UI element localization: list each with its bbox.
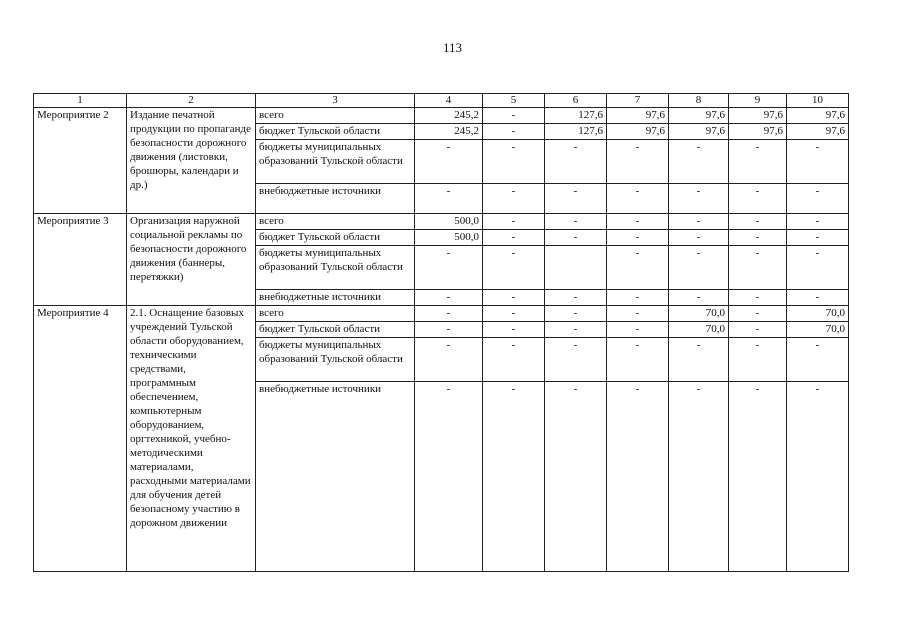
activity-name: Мероприятие 4: [34, 306, 127, 572]
value-cell: -: [607, 338, 669, 382]
activity-description: Организация наружной социальной рекламы по безопасности дорожного движения (баннеры, перетяжки): [127, 214, 256, 306]
value-cell: -: [787, 246, 849, 290]
value-cell: 97,6: [787, 124, 849, 140]
funding-source: бюджеты муниципальных образований Тульской области: [256, 338, 415, 382]
value-cell: -: [607, 230, 669, 246]
value-cell: 97,6: [607, 124, 669, 140]
value-cell: -: [545, 230, 607, 246]
value-cell: -: [483, 214, 545, 230]
activity-description: Издание печатной продукции по пропаганде безопасности дорожного движения (листовки, брошюры, календари и др.): [127, 108, 256, 214]
value-cell: -: [787, 290, 849, 306]
value-cell: -: [483, 306, 545, 322]
activity-description: 2.1. Оснащение базовых учреждений Тульской области оборудованием, техническими средствами, программным обеспечением, компьютерным оборудованием, оргтехникой, учебно-методическими материалами, расходными материалами для обучения детей безопасному участию в дорожном движении: [127, 306, 256, 572]
funding-source: внебюджетные источники: [256, 382, 415, 572]
value-cell: -: [415, 140, 483, 184]
value-cell: 97,6: [787, 108, 849, 124]
value-cell: -: [545, 214, 607, 230]
value-cell: -: [415, 306, 483, 322]
funding-source: всего: [256, 108, 415, 124]
funding-source: всего: [256, 306, 415, 322]
value-cell: -: [415, 246, 483, 290]
value-cell: -: [545, 338, 607, 382]
funding-source: внебюджетные источники: [256, 184, 415, 214]
table-body: [34, 94, 849, 572]
value-cell: -: [483, 382, 545, 572]
funding-source: внебюджетные источники: [256, 290, 415, 306]
value-cell: -: [483, 322, 545, 338]
value-cell: -: [607, 382, 669, 572]
value-cell: 500,0: [415, 230, 483, 246]
table-row: [34, 306, 849, 322]
activity-name: Мероприятие 3: [34, 214, 127, 306]
header-row: [34, 94, 849, 108]
value-cell: 70,0: [787, 306, 849, 322]
value-cell: [545, 246, 607, 290]
value-cell: -: [607, 140, 669, 184]
value-cell: 97,6: [729, 108, 787, 124]
column-header: 5: [483, 94, 545, 108]
column-header: 3: [256, 94, 415, 108]
column-header: 9: [729, 94, 787, 108]
value-cell: -: [415, 338, 483, 382]
value-cell: 127,6: [545, 108, 607, 124]
value-cell: -: [787, 382, 849, 572]
funding-source: бюджеты муниципальных образований Тульской области: [256, 246, 415, 290]
value-cell: 127,6: [545, 124, 607, 140]
value-cell: -: [729, 214, 787, 230]
value-cell: 70,0: [787, 322, 849, 338]
value-cell: -: [607, 184, 669, 214]
value-cell: -: [483, 338, 545, 382]
value-cell: -: [729, 306, 787, 322]
value-cell: -: [729, 290, 787, 306]
value-cell: -: [607, 214, 669, 230]
column-header: 1: [34, 94, 127, 108]
column-header: 10: [787, 94, 849, 108]
value-cell: -: [483, 184, 545, 214]
value-cell: -: [483, 108, 545, 124]
value-cell: -: [669, 230, 729, 246]
value-cell: -: [729, 230, 787, 246]
value-cell: -: [483, 230, 545, 246]
value-cell: -: [729, 338, 787, 382]
table-row: [34, 108, 849, 124]
value-cell: 97,6: [669, 124, 729, 140]
value-cell: -: [787, 214, 849, 230]
value-cell: -: [729, 140, 787, 184]
value-cell: -: [729, 184, 787, 214]
value-cell: -: [669, 246, 729, 290]
value-cell: -: [415, 382, 483, 572]
funding-source: бюджет Тульской области: [256, 230, 415, 246]
value-cell: -: [545, 382, 607, 572]
value-cell: -: [669, 184, 729, 214]
value-cell: -: [729, 382, 787, 572]
value-cell: -: [415, 184, 483, 214]
value-cell: 245,2: [415, 108, 483, 124]
value-cell: -: [607, 246, 669, 290]
value-cell: 245,2: [415, 124, 483, 140]
value-cell: 70,0: [669, 322, 729, 338]
value-cell: -: [483, 140, 545, 184]
value-cell: -: [669, 290, 729, 306]
value-cell: 97,6: [607, 108, 669, 124]
funding-source: бюджет Тульской области: [256, 322, 415, 338]
value-cell: -: [669, 338, 729, 382]
value-cell: -: [787, 184, 849, 214]
value-cell: -: [669, 382, 729, 572]
value-cell: -: [545, 290, 607, 306]
value-cell: -: [787, 338, 849, 382]
value-cell: 97,6: [729, 124, 787, 140]
value-cell: -: [607, 322, 669, 338]
column-header: 4: [415, 94, 483, 108]
value-cell: -: [545, 322, 607, 338]
value-cell: -: [787, 230, 849, 246]
funding-source: бюджеты муниципальных образований Тульской области: [256, 140, 415, 184]
value-cell: -: [483, 246, 545, 290]
table-row: [34, 214, 849, 230]
value-cell: -: [483, 124, 545, 140]
column-header: 7: [607, 94, 669, 108]
value-cell: -: [545, 306, 607, 322]
activity-name: Мероприятие 2: [34, 108, 127, 214]
column-header: 2: [127, 94, 256, 108]
value-cell: -: [545, 140, 607, 184]
column-header: 8: [669, 94, 729, 108]
value-cell: -: [669, 140, 729, 184]
value-cell: -: [607, 306, 669, 322]
value-cell: 500,0: [415, 214, 483, 230]
value-cell: 97,6: [669, 108, 729, 124]
value-cell: -: [415, 290, 483, 306]
column-header: 6: [545, 94, 607, 108]
value-cell: -: [729, 322, 787, 338]
value-cell: -: [545, 184, 607, 214]
budget-table: [33, 93, 849, 572]
value-cell: -: [729, 246, 787, 290]
value-cell: -: [787, 140, 849, 184]
value-cell: 70,0: [669, 306, 729, 322]
funding-source: бюджет Тульской области: [256, 124, 415, 140]
value-cell: -: [607, 290, 669, 306]
value-cell: -: [415, 322, 483, 338]
value-cell: -: [669, 214, 729, 230]
page-number: 113: [442, 40, 463, 55]
funding-source: всего: [256, 214, 415, 230]
value-cell: -: [483, 290, 545, 306]
